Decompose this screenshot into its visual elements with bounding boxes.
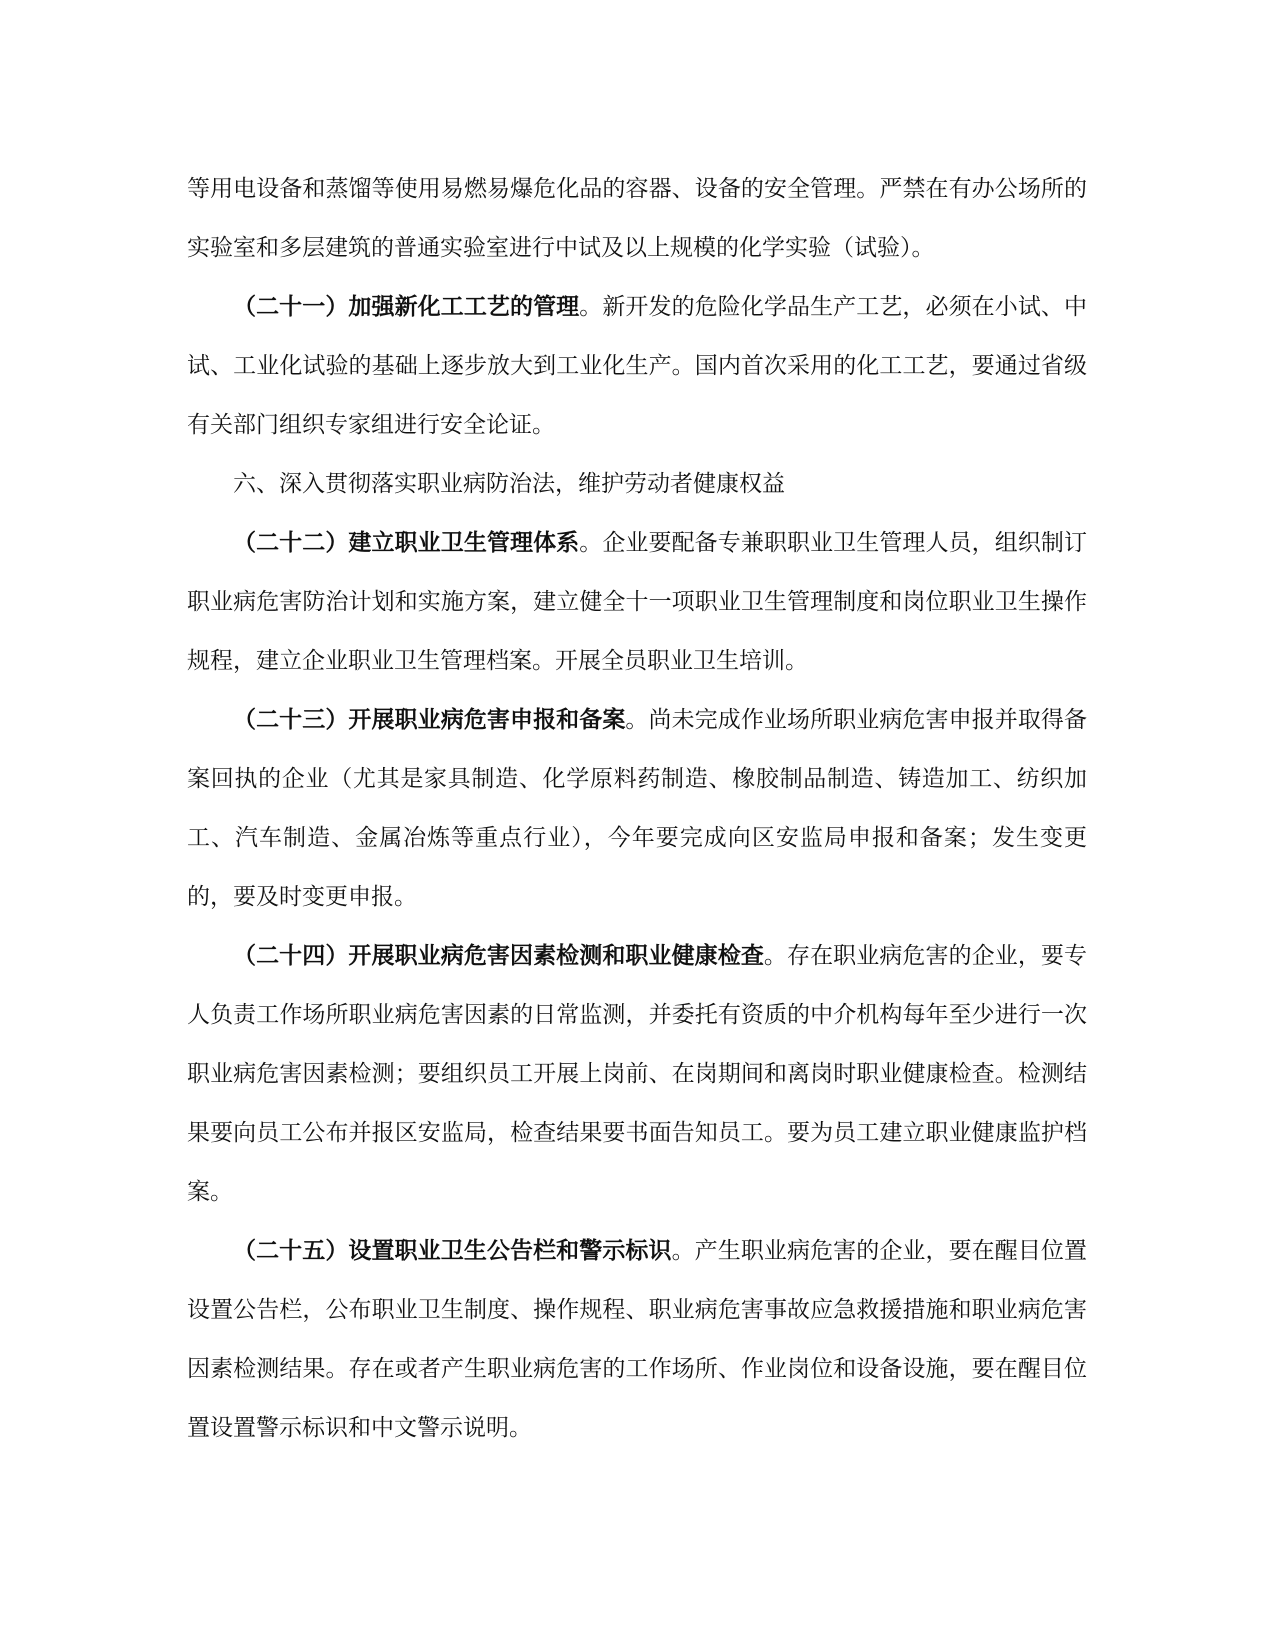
item-heading: （二十五）设置职业卫生公告栏和警示标识 [233,1238,672,1264]
item-heading: （二十四）开展职业病危害因素检测和职业健康检查 [233,943,764,969]
item-heading: （二十二）建立职业卫生管理体系 [233,530,580,556]
paragraph-item-25 [187,1222,1087,1458]
section-heading-6 [187,455,1087,514]
section-heading-text: 六、深入贯彻落实职业病防治法，维护劳动者健康权益 [233,471,785,497]
paragraph-text: 。企业要配备专兼职职业卫生管理人员，组织制订职业病危害防治计划和实施方案，建立健全十一项职业卫生管理制度和岗位职业卫生操作规程，建立企业职业卫生管理档案。开展全员职业卫生培训。 [187,530,1088,674]
paragraph-text: 。新开发的危险化学品生产工艺，必须在小试、中试、工业化试验的基础上逐步放大到工业化生产。国内首次采用的化工工艺，要通过省级有关部门组织专家组进行安全论证。 [187,294,1088,438]
paragraph-item-21 [187,278,1087,455]
paragraph-text: 。尚未完成作业场所职业病危害申报并取得备案回执的企业（尤其是家具制造、化学原料药制造、橡胶制品制造、铸造加工、纺织加工、汽车制造、金属冶炼等重点行业），今年要完成向区安监局申报和备案；发生变更的，要及时变更申报。 [187,707,1088,910]
item-heading: （二十一）加强新化工工艺的管理 [233,294,580,320]
item-heading: （二十三）开展职业病危害申报和备案 [233,707,626,733]
paragraph-item-22 [187,514,1087,691]
paragraph-text: 等用电设备和蒸馏等使用易燃易爆危化品的容器、设备的安全管理。严禁在有办公场所的实验室和多层建筑的普通实验室进行中试及以上规模的化学实验（试验）。 [187,176,1087,261]
paragraph-text: 。存在职业病危害的企业，要专人负责工作场所职业病危害因素的日常监测，并委托有资质的中介机构每年至少进行一次职业病危害因素检测；要组织员工开展上岗前、在岗期间和离岗时职业健康检查。检测结果要向员工公布并报区安监局，检查结果要书面告知员工。要为员工建立职业健康监护档案。 [187,943,1088,1205]
paragraph-text: 。产生职业病危害的企业，要在醒目位置设置公告栏，公布职业卫生制度、操作规程、职业病危害事故应急救援措施和职业病危害因素检测结果。存在或者产生职业病危害的工作场所、作业岗位和设备设施，要在醒目位置设置警示标识和中文警示说明。 [187,1238,1088,1441]
document-page [187,160,1087,1458]
paragraph-item-24 [187,927,1087,1222]
paragraph-item-23 [187,691,1087,927]
paragraph-continuation [187,160,1087,278]
